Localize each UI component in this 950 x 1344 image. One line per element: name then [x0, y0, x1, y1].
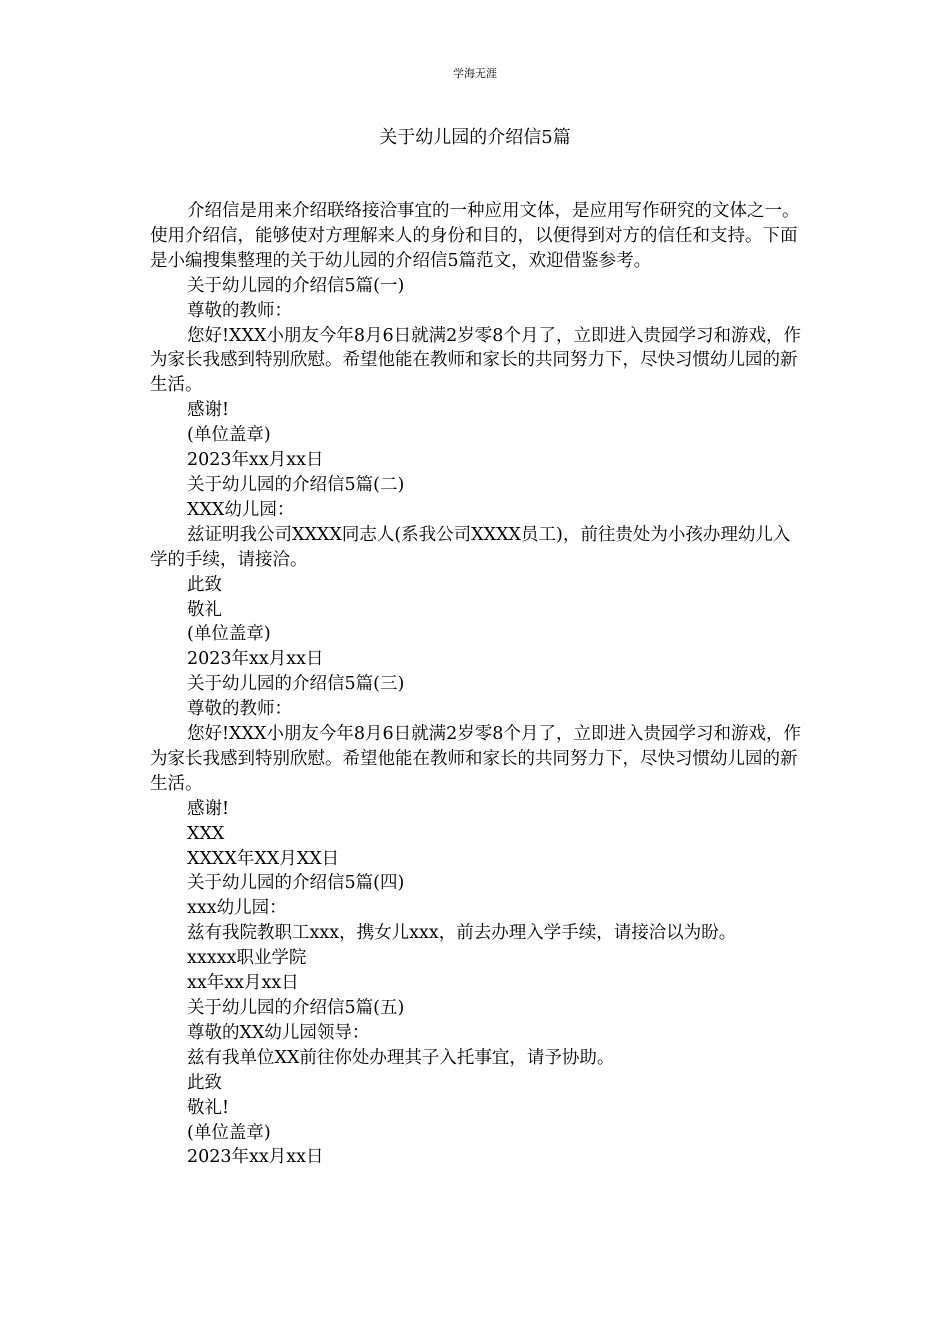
paragraph: (单位盖章)	[187, 1122, 271, 1143]
paragraph: XXX	[187, 823, 225, 844]
paragraph: 兹有我单位XX前往你处办理其子入托事宜，请予协助。	[187, 1047, 615, 1068]
paragraph: (单位盖章)	[187, 425, 271, 446]
paragraph: 此致	[187, 574, 222, 595]
paragraph: 尊敬的教师：	[187, 300, 292, 321]
paragraph: 关于幼儿园的介绍信5篇(三)	[187, 674, 405, 695]
paragraph: xxxxx职业学院	[187, 948, 307, 969]
paragraph: 关于幼儿园的介绍信5篇(五)	[187, 998, 405, 1018]
paragraph: 您好!XXX小朋友今年8月6日就满2岁零8个月了，立即进入贵园学习和游戏，作为家长我感到特别欣慰。希望他能在教师和家长的共同努力下，尽快习惯幼儿园的新生活。	[150, 724, 801, 794]
paragraph: XXXX年XX月XX日	[187, 848, 340, 869]
paragraph: 关于幼儿园的介绍信5篇(四)	[187, 873, 405, 894]
paragraph: 介绍信是用来介绍联络接洽事宜的一种应用文体，是应用写作研究的文体之一。使用介绍信，能够使对方理解来人的身份和目的，以便得到对方的信任和支持。下面是小编搜集整理的关于幼儿园的介绍信5篇范文，欢迎借鉴参考。	[150, 201, 800, 271]
paragraph: 您好!XXX小朋友今年8月6日就满2岁零8个月了，立即进入贵园学习和游戏，作为家长我感到特别欣慰。希望他能在教师和家长的共同努力下，尽快习惯幼儿园的新生活。	[150, 325, 801, 396]
paragraph: 兹证明我公司XXXX同志人(系我公司XXXX员工)，前往贵处为小孩办理幼儿入学的手续，请接洽。	[150, 524, 791, 570]
paragraph: xx年xx月xx日	[187, 973, 299, 994]
document-title: 关于幼儿园的介绍信5篇	[379, 127, 571, 148]
paragraph: 此致	[187, 1072, 222, 1093]
paragraph: (单位盖章)	[187, 624, 271, 645]
paragraph: xxx幼儿园：	[187, 898, 287, 919]
paragraph: 尊敬的教师：	[187, 699, 292, 720]
paragraph: 尊敬的XX幼儿园领导：	[187, 1022, 370, 1043]
paragraph: 敬礼!	[187, 1097, 230, 1118]
page-header: 学海无涯	[453, 67, 497, 80]
paragraph: 关于幼儿园的介绍信5篇(一)	[187, 275, 405, 296]
document-body	[150, 199, 802, 1170]
paragraph: 2023年xx月xx日	[187, 1147, 324, 1168]
paragraph: 感谢!	[187, 400, 230, 421]
paragraph: 关于幼儿园的介绍信5篇(二)	[187, 474, 405, 495]
paragraph: 兹有我院教职工xxx，携女儿xxx，前去办理入学手续，请接洽以为盼。	[187, 923, 737, 944]
paragraph: XXX幼儿园：	[187, 499, 295, 520]
paragraph: 感谢!	[187, 798, 230, 819]
paragraph: 2023年xx月xx日	[187, 649, 324, 670]
paragraph: 敬礼	[187, 599, 222, 620]
paragraph: 2023年xx月xx日	[187, 450, 324, 471]
